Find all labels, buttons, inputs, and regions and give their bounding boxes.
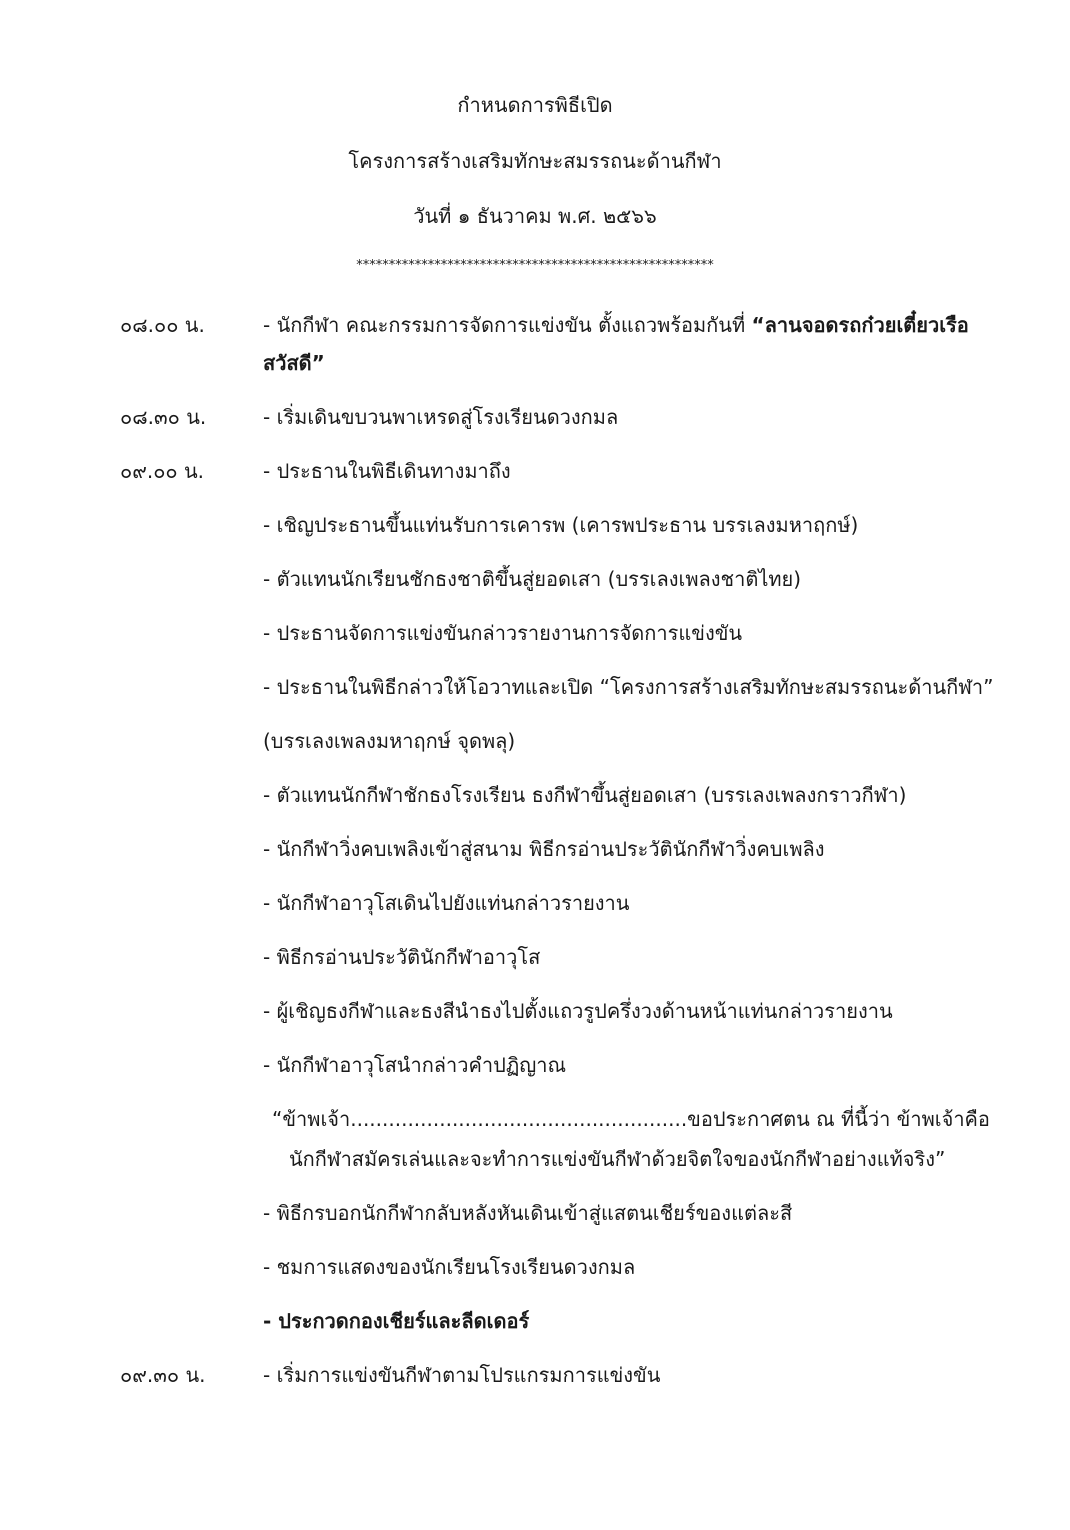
list-item: - พิธีกรอ่านประวัตินักกีฬาอาวุโส [263,945,541,969]
list-item: - นักกีฬาอาวุโสเดินไปยังแท่นกล่าวรายงาน [263,891,630,915]
list-item: - ประธานจัดการแข่งขันกล่าวรายงานการจัดการแข่งขัน [263,621,743,645]
assembly-location: “ลานจอดรถก๋วยเตี๋ยวเรือสวัสดี” [263,313,969,375]
schedule-item-0800-text: - นักกีฬา คณะกรรมการจัดการแข่งขัน ตั้งแถวพร้อมกันที่ [263,313,752,337]
list-item: - ตัวแทนนักกีฬาชักธงโรงเรียน ธงกีฬาขึ้นสู่ยอดเสา (บรรเลงเพลงกราวกีฬา) [263,783,907,807]
event-date: วันที่ ๑ ธันวาคม พ.ศ. ๒๕๖๖ [413,204,657,228]
list-item: - พิธีกรบอกนักกีฬากลับหลังหันเดินเข้าสู่แสตนเชียร์ของแต่ละสี [263,1201,793,1225]
list-item: - ชมการแสดงของนักเรียนโรงเรียนดวงกมล [263,1255,636,1279]
separator-line: ******************************************************* [356,258,714,273]
oath-line-2: นักกีฬาสมัครเล่นและจะทำการแข่งขันกีฬาด้วยจิตใจของนักกีฬาอย่างแท้จริง” [289,1147,946,1171]
time-0900: ๐๙.๐๐ น. [120,459,205,483]
list-item: - นักกีฬาอาวุโสนำกล่าวคำปฏิญาณ [263,1053,567,1077]
schedule-item-0800 [263,306,1013,382]
list-item: - เชิญประธานขึ้นแท่นรับการเคารพ (เคารพประธาน บรรเลงมหาฤกษ์) [263,513,859,537]
document-title: กำหนดการพิธีเปิด [457,93,613,117]
time-0830: ๐๘.๓๐ น. [120,405,207,429]
cheer-contest-item: - ประกวดกองเชียร์และลีดเดอร์ [263,1309,530,1333]
oath-line-1: “ข้าพเจ้า.....................................................ขอประกาศตน ณ ที่นี้ว่า ข้าพเจ้าคือ [272,1107,990,1131]
list-item: (บรรเลงเพลงมหาฤกษ์ จุดพลุ) [263,729,516,753]
list-item: - นักกีฬาวิ่งคบเพลิงเข้าสู่สนาม พิธีกรอ่านประวัตินักกีฬาวิ่งคบเพลิง [263,837,825,861]
schedule-item-0930: - เริ่มการแข่งขันกีฬาตามโปรแกรมการแข่งขัน [263,1363,661,1387]
list-item: - ประธานในพิธีเดินทางมาถึง [263,459,511,483]
schedule-item-0830: - เริ่มเดินขบวนพาเหรดสู่โรงเรียนดวงกมล [263,405,619,429]
list-item: - ผู้เชิญธงกีฬาและธงสีนำธงไปตั้งแถวรูปครึ่งวงด้านหน้าแท่นกล่าวรายงาน [263,999,893,1023]
list-item: - ประธานในพิธีกล่าวให้โอวาทและเปิด “โครงการสร้างเสริมทักษะสมรรถนะด้านกีฬา” [263,675,994,699]
list-item: - ตัวแทนนักเรียนชักธงชาติขึ้นสู่ยอดเสา (บรรเลงเพลงชาติไทย) [263,567,802,591]
time-0800: ๐๘.๐๐ น. [120,313,205,337]
time-0930: ๐๙.๓๐ น. [120,1363,206,1387]
project-name: โครงการสร้างเสริมทักษะสมรรถนะด้านกีฬา [348,149,722,173]
